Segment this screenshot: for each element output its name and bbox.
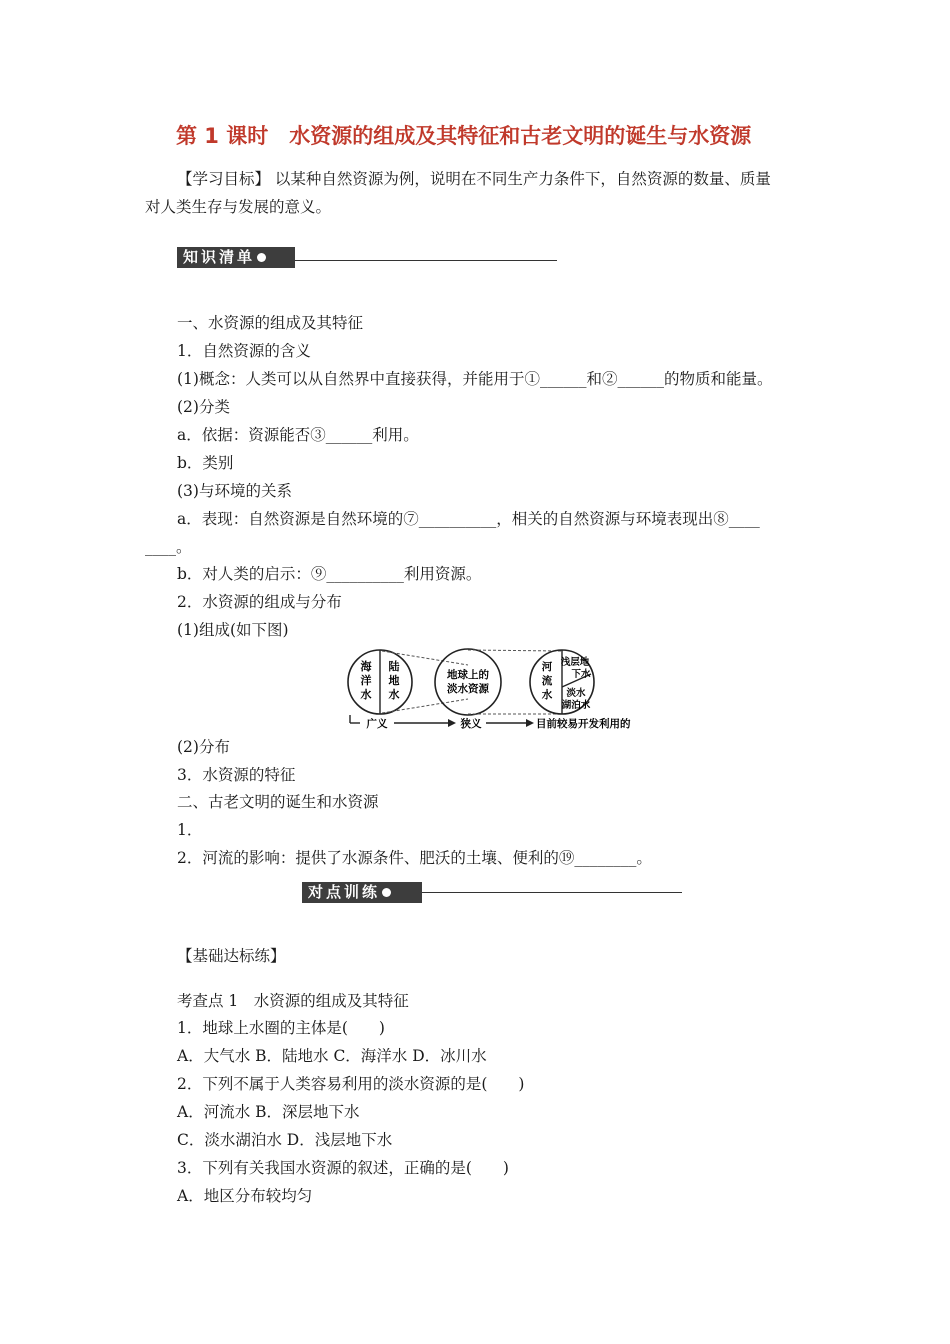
dot-icon — [382, 888, 391, 897]
label-narrow: 狭义 — [460, 718, 482, 730]
label-shallow-1: 浅层地 — [560, 657, 590, 668]
line-relation: (3)与环境的关系 — [177, 482, 292, 500]
label-broad: 广义 — [366, 718, 388, 730]
objective-line-1: 【学习目标】 以某种自然资源为例，说明在不同生产力条件下，自然资源的数量、质量 — [177, 170, 771, 188]
label-ocean-2: 洋 — [360, 674, 372, 687]
line-category: b．类别 — [177, 454, 234, 472]
line-river-influence: 2．河流的影响：提供了水源条件、肥沃的土壤、便利的⑲________。 — [177, 849, 652, 867]
line-basis: a．依据：资源能否③______利用。 — [177, 426, 419, 444]
question-2-options-1: A．河流水 B．深层地下水 — [177, 1103, 360, 1121]
question-2: 2．下列不属于人类容易利用的淡水资源的是( ) — [177, 1075, 525, 1093]
line-inspiration: b．对人类的启示：⑨__________利用资源。 — [177, 565, 482, 583]
page-title: 第 1 课时 水资源的组成及其特征和古老文明的诞生与水资源 — [176, 124, 752, 148]
label-lake-1: 淡水 — [566, 688, 586, 699]
line-section-1: 一、水资源的组成及其特征 — [177, 314, 364, 332]
banner-label: 对点训练 — [308, 883, 381, 901]
question-3-option-a: A．地区分布较均匀 — [177, 1187, 313, 1205]
label-freshwater-2: 淡水资源 — [447, 683, 489, 695]
line-ancient-1: 1． — [177, 821, 203, 839]
line-section-2: 二、古老文明的诞生和水资源 — [177, 793, 379, 811]
banner-label: 知识清单 — [183, 248, 256, 266]
dot-icon — [257, 253, 266, 262]
line-composition: (1)组成(如下图) — [177, 621, 289, 639]
label-river-1: 河 — [541, 661, 553, 673]
label-lake-2: 湖泊水 — [561, 700, 591, 711]
line-distribution: (2)分布 — [177, 738, 230, 756]
line-3: 3．水资源的特征 — [177, 766, 296, 784]
label-land-3: 水 — [388, 688, 400, 701]
question-3: 3．下列有关我国水资源的叙述，正确的是( ) — [177, 1159, 509, 1177]
objective-line-2: 对人类生存与发展的意义。 — [145, 198, 332, 216]
line-concept: (1)概念：人类可以从自然界中直接获得，并能用于①______和②______的物质和能量。 — [177, 370, 773, 388]
label-land-1: 陆 — [388, 660, 400, 673]
question-2-options-2: C．淡水湖泊水 D．浅层地下水 — [177, 1131, 393, 1149]
water-composition-diagram — [340, 645, 650, 737]
line-performance-cont: ____。 — [145, 538, 192, 556]
line-performance: a．表现：自然资源是自然环境的⑦__________，相关的自然资源与环境表现出⑧____ — [177, 510, 760, 528]
label-river-2: 流 — [541, 675, 553, 687]
line-2: 2．水资源的组成与分布 — [177, 593, 342, 611]
knowledge-list-banner — [177, 247, 295, 268]
label-river-3: 水 — [541, 689, 553, 701]
label-freshwater-1: 地球上的 — [447, 669, 489, 681]
practice-banner — [302, 882, 422, 903]
exercise-section: 【基础达标练】 — [177, 947, 286, 965]
exercise-topic: 考查点 1 水资源的组成及其特征 — [177, 992, 409, 1010]
banner-rule — [295, 260, 557, 261]
question-1-options: A．大气水 B．陆地水 C．海洋水 D．冰川水 — [177, 1047, 487, 1065]
label-shallow-2: 下水 — [571, 669, 591, 680]
label-land-2: 地 — [388, 674, 400, 687]
line-classification: (2)分类 — [177, 398, 230, 416]
label-ocean-3: 水 — [360, 688, 372, 701]
question-1: 1．地球上水圈的主体是( ) — [177, 1019, 385, 1037]
line-1: 1．自然资源的含义 — [177, 342, 311, 360]
label-exploitable: 目前较易开发利用的 — [536, 718, 631, 730]
label-ocean-1: 海 — [360, 660, 372, 673]
banner-rule — [422, 892, 682, 893]
